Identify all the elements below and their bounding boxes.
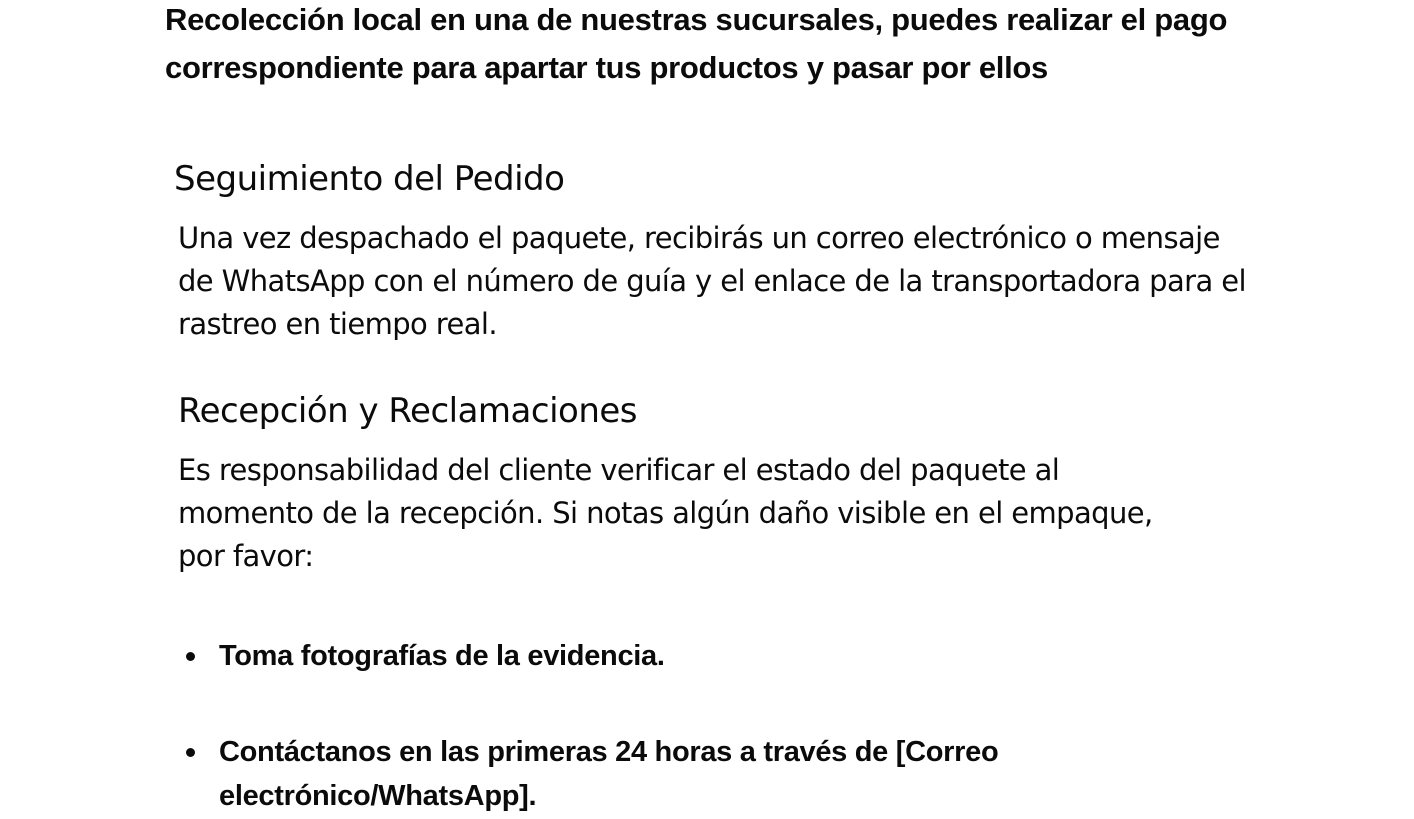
claim-steps-list xyxy=(178,634,1078,818)
order-tracking-title: Seguimiento del Pedido xyxy=(174,159,565,199)
claim-step-text: Toma fotografías de la evidencia. xyxy=(219,640,665,672)
reception-claims-section xyxy=(178,389,1378,578)
reception-claims-title: Recepción y Reclamaciones xyxy=(178,391,638,431)
pickup-intro-text: Recolección local en una de nuestras sucursales, puedes realizar el pago correspondiente para apartar tus productos y pasar por ellos xyxy=(165,2,1228,85)
list-item xyxy=(178,730,1078,818)
bullet-icon xyxy=(186,652,195,661)
claim-step-text: Contáctanos en las primeras 24 horas a través de [Correo electrónico/WhatsApp]. xyxy=(219,736,999,812)
bullet-icon xyxy=(186,748,195,757)
list-item xyxy=(178,634,1078,678)
order-tracking-text: Una vez despachado el paquete, recibirás un correo electrónico o mensaje de WhatsApp con el número de guía y el enlace de la transportadora para el rastreo en tiempo real. xyxy=(178,221,1246,341)
order-tracking-section xyxy=(174,157,1374,346)
reception-claims-text: Es responsabilidad del cliente verificar el estado del paquete al momento de la recepción. Si notas algún daño visible en el empaque, por favor: xyxy=(178,453,1153,573)
